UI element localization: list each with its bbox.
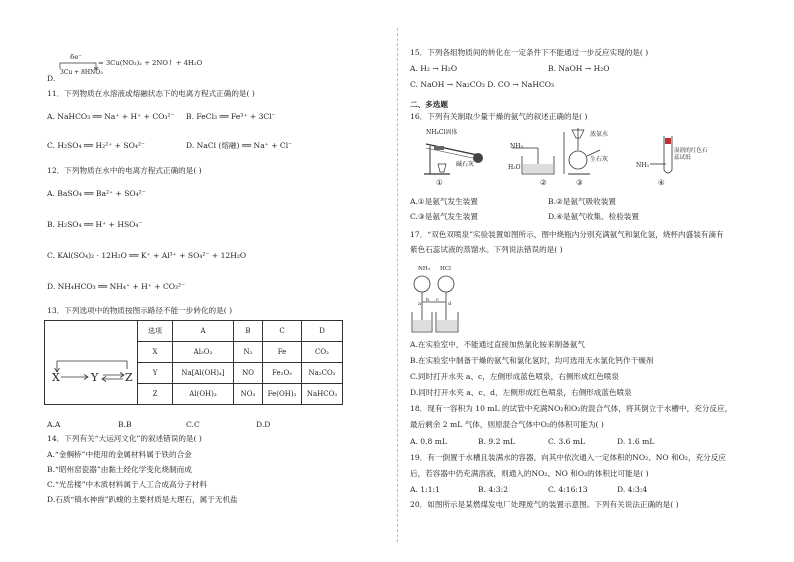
conversion-diagram — [47, 333, 135, 393]
q17-option-b[interactable]: B.在实验室中制备干燥的氨气和氯化氢时，均可选用无水氯化钙作干燥剂 — [410, 356, 654, 365]
q13-diagram-cell — [45, 321, 138, 405]
q18-option-b[interactable]: B. 9.2 mL — [478, 437, 516, 446]
q18-option-d[interactable]: D. 1.6 mL — [617, 437, 655, 446]
q19-option-a[interactable]: A. 1:1:1 — [410, 485, 440, 494]
q13-option-a[interactable]: A.A — [47, 420, 61, 429]
q12-stem: 12．下列物质在水中的电离方程式正确的是( ) — [47, 166, 202, 175]
label-nh3: NH₃ — [418, 266, 431, 272]
q19-stem-line2: 后，若容器中仍充满溶液，则通入的NO₂、NO 和O₂的体积比可能是( ) — [410, 469, 649, 478]
label-nh4cl-solid: NH₄Cl固体 — [426, 129, 458, 136]
q13-stem: 13．下列选项中的物质按图示路径不能一步转化的是( ) — [47, 306, 233, 315]
q18-option-a[interactable]: A. 0.8 mL — [410, 437, 448, 446]
label-litmus-paper: 湿润的红色石蕊试纸 — [674, 148, 708, 161]
q19-option-b[interactable]: B. 4:3:2 — [478, 485, 509, 494]
q13-table — [44, 320, 343, 405]
label-conc-ammonia: 浓氨水 — [590, 131, 609, 138]
q18-stem-line1: 18．现有一容积为 10 mL 的试管中充满NO₂和O₂的混合气体，将其倒立于水槽中，充分反应， — [410, 404, 733, 413]
q14-stem: 14．下列有关“大运河文化”的叙述错误的是( ) — [47, 434, 202, 443]
q16-stem: 16．下列有关制取少量干燥的氨气的叙述正确的是( ) — [410, 112, 588, 121]
table-cell: Z — [138, 384, 173, 405]
q19-option-d[interactable]: D. 4:3:4 — [617, 485, 648, 494]
q17-option-a[interactable]: A.在实验室中，不能通过直接加热氯化铵来制备氨气 — [410, 340, 585, 349]
q18-option-c[interactable]: C. 3.6 mL — [548, 437, 586, 446]
label-nh3-absorb: NH₃ — [510, 143, 523, 150]
label-soda-lime: 碱石灰 — [456, 161, 475, 168]
q11-option-c[interactable]: C. H₂SO₄ ══ H₂²⁺ + SO₄²⁻ — [47, 141, 145, 150]
table-header-cell: D — [302, 321, 343, 342]
table-cell: Fe₂O₃ — [263, 363, 302, 384]
column-divider — [397, 28, 398, 542]
q19-option-c[interactable]: C. 4:16:13 — [548, 485, 588, 494]
section-heading-multi-choice: 二、多选题 — [410, 100, 448, 109]
q11-option-b[interactable]: B. FeCl₃ ══ Fe³⁺ + 3Cl⁻ — [186, 112, 276, 121]
apparatus-number-2: ② — [540, 178, 547, 187]
q15-option-cd[interactable]: C. NaOH → Na₂CO₃ D. CO → NaHCO₃ — [410, 80, 555, 89]
q18-stem-line2: 最后剩余 2 mL 气体，则原混合气体中O₂的体积可能为( ) — [410, 420, 604, 429]
electron-transfer-label: 6e⁻ — [70, 53, 82, 61]
table-cell: N₂ — [234, 342, 263, 363]
valve-d: d — [448, 301, 452, 307]
table-cell: Y — [138, 363, 173, 384]
q12-option-b[interactable]: B. H₂SO₄ ══ H⁺ + HSO₄⁻ — [47, 220, 143, 229]
q15-stem: 15．下列各组物质间的转化在一定条件下不能通过一步反应实现的是( ) — [410, 48, 649, 57]
valve-a: a — [418, 301, 421, 307]
table-header-cell: A — [173, 321, 234, 342]
q14-option-d[interactable]: D.石质“镇水神兽”趴蝮的主要材质是大理石，属于无机盐 — [47, 495, 238, 504]
q14-option-c[interactable]: C.“光岳楼”中木质材料属于人工合成高分子材料 — [47, 480, 207, 489]
q13-option-c[interactable]: C.C — [186, 420, 200, 429]
q13-option-d[interactable]: D.D — [256, 420, 271, 429]
q16-option-a[interactable]: A.①是氨气发生装置 — [410, 197, 478, 206]
table-header-cell: 选项 — [138, 321, 173, 342]
table-header-cell: B — [234, 321, 263, 342]
option-d-letter: D. — [47, 74, 56, 83]
q12-option-c[interactable]: C. KAl(SO₄)₂ · 12H₂O ══ K⁺ + Al³⁺ + SO₄²⁻ + 12H₂O — [47, 251, 247, 260]
q15-option-a[interactable]: A. H₂ → H₂O — [410, 64, 458, 73]
label-hcl: HCl — [440, 266, 451, 272]
q16-option-c[interactable]: C.③是氨气发生装置 — [410, 212, 478, 221]
table-cell: Fe(OH)₃ — [263, 384, 302, 405]
q14-option-a[interactable]: A.“金棡桥”中使用的金属材料属于铁的合金 — [47, 450, 192, 459]
table-header-cell: C — [263, 321, 302, 342]
q11-stem: 11．下列物质在水溶液或熔融状态下的电离方程式正确的是( ) — [47, 89, 255, 98]
table-cell: NO₂ — [234, 384, 263, 405]
q12-option-d[interactable]: D. NH₄HCO₃ ══ NH₄⁺ + H⁺ + CO₃²⁻ — [47, 282, 186, 291]
label-nh3-collect: NH₃ — [636, 162, 649, 169]
apparatus-number-3: ③ — [576, 178, 583, 187]
label-quicklime: 生石灰 — [590, 156, 609, 163]
q16-option-b[interactable]: B.②是氨气吸收装置 — [548, 197, 616, 206]
q12-option-a[interactable]: A. BaSO₄ ══ Ba²⁺ + SO₄²⁻ — [47, 189, 146, 198]
valve-c: c — [436, 297, 439, 303]
q11-option-a[interactable]: A. NaHCO₃ ══ Na⁺ + H⁺ + CO₃²⁻ — [47, 112, 175, 121]
label-water: H₂O — [508, 164, 521, 171]
table-cell: NO — [234, 363, 263, 384]
table-cell: Al(OH)₃ — [173, 384, 234, 405]
q13-option-b[interactable]: B.B — [118, 420, 132, 429]
table-cell: Fe — [263, 342, 302, 363]
q20-stem: 20．如图所示是某燃煤发电厂处理废气的装置示意图。下列有关说法正确的是( ) — [410, 500, 679, 509]
q17-option-c[interactable]: C.同时打开水夹 a、c，左侧形成蓝色喷泉，右侧形成红色喷泉 — [410, 372, 619, 381]
q15-option-b[interactable]: B. NaOH → H₂O — [548, 64, 610, 73]
q17-stem-line1: 17．“双色双喷泉”实验装置如图所示，图中烧瓶内分别充满氨气和氯化氢，烧杯内盛装有滴有 — [410, 230, 724, 239]
q16-option-d[interactable]: D.④是氨气收集、检验装置 — [548, 212, 639, 221]
q14-option-b[interactable]: B.“昭州窑瓷器”由黏土经化学变化烧制而成 — [47, 465, 192, 474]
valve-b: b — [426, 297, 430, 303]
table-cell: Na[Al(OH)₄] — [173, 363, 234, 384]
redox-reactants: 3Cu + 8HNO₃ — [60, 69, 103, 76]
q17-option-d[interactable]: D.同时打开水夹 a、c、d，左侧形成红色喷泉，右侧形成蓝色喷泉 — [410, 388, 632, 397]
table-cell: Al₂O₃ — [173, 342, 234, 363]
diagram-x: X — [52, 370, 60, 384]
apparatus-number-1: ① — [436, 178, 443, 187]
table-cell: NaHCO₃ — [302, 384, 343, 405]
table-cell: X — [138, 342, 173, 363]
table-cell: CO₂ — [302, 342, 343, 363]
diagram-z: Z — [125, 370, 133, 384]
q11-option-d[interactable]: D. NaCl (熔融) ══ Na⁺ + Cl⁻ — [186, 141, 293, 150]
apparatus-number-4: ④ — [658, 178, 665, 187]
redox-products: = 3Cu(NO₃)₂ + 2NO↑ + 4H₂O — [98, 59, 203, 67]
table-cell: Na₂CO₃ — [302, 363, 343, 384]
q17-stem-line2: 紫色石蕊试液的蒸馏水。下列说法错误的是( ) — [410, 245, 563, 254]
diagram-y: Y — [91, 370, 99, 384]
q19-stem-line1: 19．有一倒置于水槽且装满水的容器，向其中依次通入一定体积的NO₂、NO 和O₂，充分反应 — [410, 453, 726, 462]
